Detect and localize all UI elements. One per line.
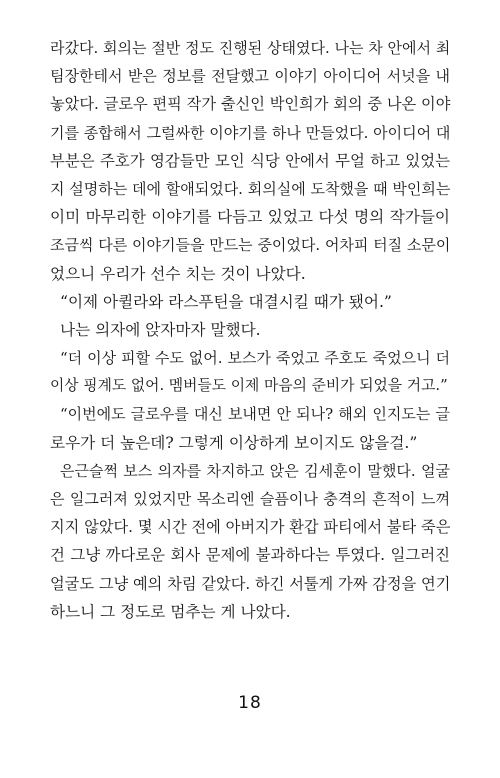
text-line: 었으니 우리가 선수 치는 것이 나았다. bbox=[50, 264, 306, 283]
text-line: 놓았다. 글로우 편픽 작가 출신인 박인희가 회의 중 나온 이야 bbox=[50, 95, 451, 114]
text-line: 건 그냥 까다로운 회사 문제에 불과하다는 투였다. 일그러진 bbox=[50, 546, 450, 565]
page-number: 18 bbox=[238, 693, 262, 713]
paragraph bbox=[50, 316, 450, 344]
text-line: 은근슬쩍 보스 의자를 차지하고 앉은 김세훈이 말했다. 얼굴 bbox=[60, 461, 450, 480]
paragraph bbox=[50, 457, 450, 626]
text-line: 기를 종합해서 그럴싸한 이야기를 하나 만들었다. 아이디어 대 bbox=[50, 123, 451, 142]
paragraph bbox=[50, 344, 450, 400]
text-line: 팀장한테서 받은 정보를 전달했고 이야기 아이디어 서넛을 내 bbox=[50, 67, 450, 86]
text-line: 부분은 주호가 영감들만 모인 식당 안에서 무얼 하고 있었는 bbox=[50, 151, 450, 170]
text-line: 나는 의자에 앉자마자 말했다. bbox=[60, 320, 261, 339]
text-line: 하느니 그 정도로 멈추는 게 나았다. bbox=[50, 602, 291, 621]
text-line: 조금씩 다른 이야기들을 만드는 중이었다. 어차피 터질 소문이 bbox=[50, 236, 451, 255]
text-line: 은 일그러져 있었지만 목소리엔 슬픔이나 충격의 흔적이 느껴 bbox=[50, 490, 450, 508]
text-line: 이상 핑계도 없어. 멤버들도 이제 마음의 준비가 되었을 거고.” bbox=[50, 377, 448, 395]
text-line: “더 이상 피할 수도 없어. 보스가 죽었고 주호도 죽었으니 더 bbox=[60, 349, 450, 368]
text-line: 로우가 더 높은데? 그렇게 이상하게 보이지도 않을걸.” bbox=[50, 433, 418, 452]
text-line: 지 설명하는 데에 할애되었다. 회의실에 도착했을 때 박인희는 bbox=[50, 179, 451, 198]
text-line: “이번에도 글로우를 대신 보내면 안 되나? 해외 인지도는 글 bbox=[60, 405, 450, 424]
text-line: 라갔다. 회의는 절반 정도 진행된 상태였다. 나는 차 안에서 최 bbox=[50, 39, 451, 57]
body-text bbox=[50, 34, 450, 626]
paragraph bbox=[50, 400, 450, 456]
paragraph bbox=[50, 288, 450, 316]
text-line: 이미 마무리한 이야기를 다듬고 있었고 다섯 명의 작가들이 bbox=[50, 208, 450, 227]
paragraph bbox=[50, 34, 450, 288]
text-line: “이제 아퀼라와 라스푸틴을 대결시킬 때가 됐어.” bbox=[60, 292, 392, 311]
text-line: 얼굴도 그냥 예의 차림 같았다. 하긴 서툴게 가짜 감정을 연기 bbox=[50, 574, 451, 593]
text-line: 지지 않았다. 몇 시간 전에 아버지가 환갑 파티에서 불타 죽은 bbox=[50, 518, 451, 537]
